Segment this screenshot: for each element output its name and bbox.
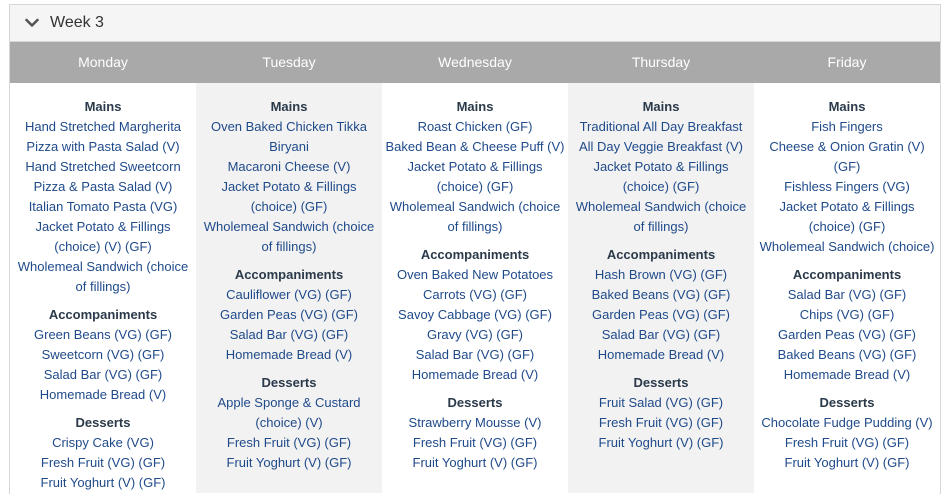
menu-item [754,285,940,305]
menu-item [10,385,196,405]
section-title: Accompaniments [420,247,530,262]
menu-item-link[interactable]: Cauliflower (VG) (GF) [226,287,352,302]
menu-item-link[interactable]: Sweetcorn (VG) (GF) [41,347,165,362]
menu-column-tuesday [196,83,382,493]
menu-item-link[interactable]: Chocolate Fudge Pudding (V) [761,415,933,430]
menu-item [382,197,568,237]
menu-item-link[interactable]: Fruit Yoghurt (V) (GF) [784,455,910,470]
menu-item [196,285,382,305]
menu-item [382,345,568,365]
section-title: Desserts [75,415,131,430]
menu-item-link[interactable]: Jacket Potato & Fillings (choice) (V) (GF) [35,219,171,254]
menu-item-link[interactable]: Hash Brown (VG) (GF) [594,267,728,282]
menu-item [754,137,940,177]
menu-item-link[interactable]: Fresh Fruit (VG) (GF) [598,415,724,430]
menu-item [382,453,568,473]
menu-item [568,433,754,453]
menu-item-link[interactable]: Baked Beans (VG) (GF) [777,347,917,362]
menu-section-desserts [196,373,382,473]
menu-item [196,305,382,325]
menu-item [382,413,568,433]
menu-item [754,197,940,237]
menu-item [754,433,940,453]
menu-item [10,453,196,473]
menu-item-link[interactable]: Chips (VG) (GF) [799,307,895,322]
menu-item-link[interactable]: Green Beans (VG) (GF) [34,327,172,342]
menu-item-link[interactable]: Fruit Yoghurt (V) (GF) [412,455,538,470]
menu-column-wednesday [382,83,568,493]
menu-item [754,305,940,325]
menu-section-mains [754,97,940,257]
week-panel-header[interactable] [10,5,940,42]
menu-item-link[interactable]: Fresh Fruit (VG) (GF) [40,455,166,470]
menu-item [754,365,940,385]
section-title: Mains [84,99,122,114]
section-title: Desserts [447,395,503,410]
menu-section-desserts [568,373,754,453]
menu-item [568,305,754,325]
menu-item-link[interactable]: Homemade Bread (V) [783,367,911,382]
menu-item [568,285,754,305]
menu-item-link[interactable]: Italian Tomato Pasta (VG) [28,199,178,214]
menu-section-accompaniments [382,245,568,385]
chevron-down-icon[interactable] [24,15,40,31]
menu-item [196,157,382,177]
menu-section-accompaniments [754,265,940,385]
menu-item-link[interactable]: Roast Chicken (GF) [417,119,533,134]
menu-item-link[interactable]: Salad Bar (VG) (GF) [601,327,721,342]
menu-item-link[interactable]: Carrots (VG) (GF) [423,287,527,302]
menu-item-link[interactable]: Fruit Yoghurt (V) (GF) [226,455,352,470]
section-title: Accompaniments [234,267,344,282]
section-title: Mains [456,99,494,114]
menu-item-link[interactable]: Fruit Yoghurt (V) (GF) [598,435,724,450]
section-title: Mains [270,99,308,114]
day-header-thursday: Thursday [631,54,691,70]
menu-item-link[interactable]: Savoy Cabbage (VG) (GF) [398,307,552,322]
menu-item [196,325,382,345]
menu-item-link[interactable]: Jacket Potato & Fillings (choice) (GF) [221,179,357,214]
menu-item [568,157,754,197]
day-header-row [10,42,940,83]
menu-item-link[interactable]: Cheese & Onion Gratin (V) (GF) [769,139,925,174]
menu-item-link[interactable]: Fresh Fruit (VG) (GF) [226,435,352,450]
menu-item-link[interactable]: Apple Sponge & Custard (choice) (V) [217,395,361,430]
menu-section-accompaniments [196,265,382,365]
menu-item [382,265,568,285]
menu-section-desserts [382,393,568,473]
day-header-friday: Friday [827,54,867,70]
menu-item-link[interactable]: Jacket Potato & Fillings (choice) (GF) [779,199,915,234]
menu-item-link[interactable]: Garden Peas (VG) (GF) [778,327,916,342]
menu-item [10,345,196,365]
menu-item-link[interactable]: Jacket Potato & Fillings (choice) (GF) [407,159,543,194]
menu-item [10,257,196,297]
menu-item-link[interactable]: Oven Baked Chicken Tikka Biryani [210,119,368,154]
menu-column-thursday [568,83,754,493]
menu-item-link[interactable]: Wholemeal Sandwich (choice) [759,239,935,254]
menu-item [382,433,568,453]
menu-item-link[interactable]: Wholemeal Sandwich (choice of fillings) [575,199,747,234]
menu-item [196,177,382,217]
menu-section-mains [10,97,196,297]
menu-item [382,305,568,325]
menu-item-link[interactable]: Homemade Bread (V) [411,367,539,382]
menu-item-link[interactable]: Baked Beans (VG) (GF) [591,287,731,302]
menu-item [382,325,568,345]
section-title: Accompaniments [48,307,158,322]
menu-item-link[interactable]: Hand Stretched Margherita Pizza with Pasta Salad (V) [24,119,182,154]
menu-item-link[interactable]: Fresh Fruit (VG) (GF) [412,435,538,450]
section-title: Accompaniments [606,247,716,262]
menu-item-link[interactable]: Salad Bar (VG) (GF) [43,367,163,382]
menu-item-link[interactable]: Fruit Yoghurt (V) (GF) [40,475,166,490]
menu-item [10,197,196,217]
menu-item [10,325,196,345]
menu-item [196,217,382,257]
menu-item-link[interactable]: Homemade Bread (V) [597,347,725,362]
menu-item-link[interactable]: Salad Bar (VG) (GF) [787,287,907,302]
menu-item [754,117,940,137]
menu-item-link[interactable]: Salad Bar (VG) (GF) [229,327,349,342]
menu-item [10,157,196,197]
section-title: Mains [828,99,866,114]
menu-item-link[interactable]: Salad Bar (VG) (GF) [415,347,535,362]
menu-item-link[interactable]: Wholemeal Sandwich (choice of fillings) [17,259,189,294]
menu-item-link[interactable]: Strawberry Mousse (V) [408,415,542,430]
menu-item-link[interactable]: All Day Veggie Breakfast (V) [578,139,744,154]
menu-item [196,117,382,157]
menu-item [754,345,940,365]
menu-column-friday [754,83,940,493]
menu-item [754,325,940,345]
menu-item-link[interactable]: Gravy (VG) (GF) [426,327,524,342]
menu-item [382,365,568,385]
menu-section-mains [568,97,754,237]
week-panel [9,4,941,494]
menu-item-link[interactable]: Hand Stretched Sweetcorn Pizza & Pasta Salad (V) [25,159,181,194]
menu-item [196,433,382,453]
menu-item [568,117,754,137]
menu-item-link[interactable]: Crispy Cake (VG) [52,435,154,450]
menu-item [568,197,754,237]
menu-item [382,137,568,157]
panel-title: Week 3 [50,14,104,31]
menu-section-accompaniments [10,305,196,405]
menu-item [754,177,940,197]
menu-item [10,217,196,257]
menu-item [196,393,382,433]
menu-item [754,413,940,433]
menu-section-mains [382,97,568,237]
menu-item [568,137,754,157]
menu-columns [10,83,940,493]
menu-item [754,237,940,257]
menu-item [568,265,754,285]
day-header-monday: Monday [78,54,128,70]
menu-item [568,345,754,365]
section-title: Accompaniments [792,267,902,282]
menu-item [196,345,382,365]
day-header-tuesday: Tuesday [262,54,316,70]
menu-item-link[interactable]: Macaroni Cheese (V) [227,159,351,174]
menu-item [568,325,754,345]
menu-item-link[interactable]: Jacket Potato & Fillings (choice) (GF) [593,159,729,194]
menu-item [382,157,568,197]
section-title: Mains [642,99,680,114]
menu-item-link[interactable]: Fishless Fingers (VG) [784,179,910,194]
menu-section-mains [196,97,382,257]
menu-item-link[interactable]: Fruit Salad (VG) (GF) [598,395,724,410]
menu-section-accompaniments [568,245,754,365]
menu-item-link[interactable]: Oven Baked New Potatoes [396,267,554,282]
menu-item-link[interactable]: Homemade Bread (V) [39,387,167,402]
menu-item [382,285,568,305]
menu-item [10,473,196,493]
menu-item-link[interactable]: Wholemeal Sandwich (choice of fillings) [203,219,375,254]
menu-column-monday [10,83,196,493]
section-title: Desserts [261,375,317,390]
menu-item-link[interactable]: Baked Bean & Cheese Puff (V) [385,139,565,154]
menu-item [10,117,196,157]
section-title: Desserts [633,375,689,390]
menu-item [754,453,940,473]
day-header-wednesday: Wednesday [438,54,512,70]
menu-item-link[interactable]: Garden Peas (VG) (GF) [220,307,358,322]
menu-item [382,117,568,137]
section-title: Desserts [819,395,875,410]
menu-item-link[interactable]: Homemade Bread (V) [225,347,353,362]
menu-item-link[interactable]: Fresh Fruit (VG) (GF) [784,435,910,450]
menu-section-desserts [754,393,940,473]
menu-item [568,413,754,433]
menu-section-desserts [10,413,196,493]
menu-item [10,365,196,385]
menu-item-link[interactable]: Wholemeal Sandwich (choice of fillings) [389,199,561,234]
menu-item-link[interactable]: Fish Fingers [811,119,883,134]
menu-item-link[interactable]: Garden Peas (VG) (GF) [592,307,730,322]
menu-item [10,433,196,453]
menu-item-link[interactable]: Traditional All Day Breakfast [579,119,743,134]
menu-item [568,393,754,413]
menu-item [196,453,382,473]
